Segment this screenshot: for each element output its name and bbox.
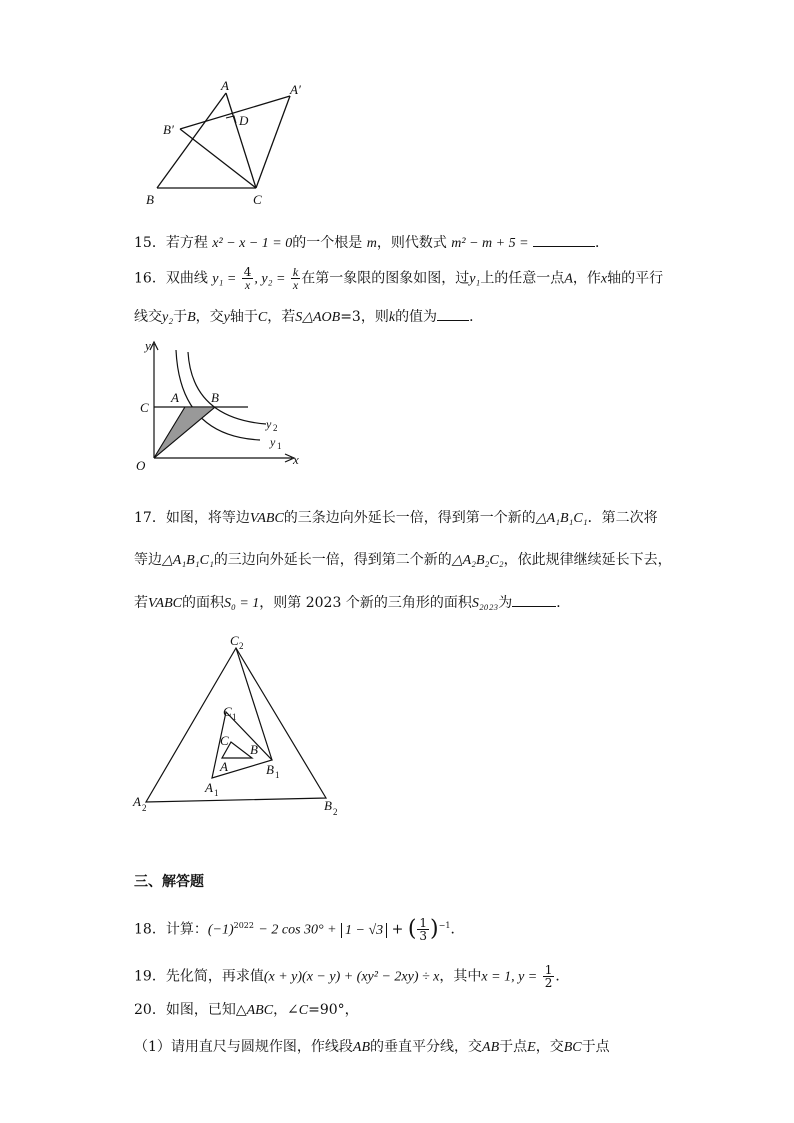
label-y2-sub: 2 (273, 423, 278, 433)
q19-expression: (x + y)(x − y) + (xy² − 2xy) ÷ x (263, 969, 440, 985)
q16-number: 16． (134, 270, 166, 287)
label-C1-sub: 1 (232, 712, 237, 722)
q15-equation: x² − x − 1 = 0 (212, 236, 293, 251)
fraction-1-over-3: $\frac{1}{3}$ (419, 916, 428, 944)
segment-BprimeC (180, 129, 256, 188)
question-20-line-1: 20．如图，已知△ABC，∠C=90°， (134, 1002, 359, 1018)
figure-q16 (130, 336, 305, 484)
fraction-k-over-x: $\frac{k}{x}$ (292, 265, 299, 292)
label-B: B (146, 192, 154, 207)
label-C2: C (230, 633, 239, 648)
label-A2-sub: 2 (142, 803, 147, 813)
label-O: O (136, 458, 146, 473)
label-B: B (211, 390, 219, 405)
absolute-value: 1 − √3 (341, 923, 387, 938)
label-A-prime: A′ (290, 82, 301, 97)
answer-blank-17[interactable] (512, 592, 556, 607)
answer-blank-16[interactable] (437, 306, 469, 321)
figure-q14 (140, 78, 310, 210)
section-title: 三、解答题 (134, 874, 204, 890)
question-17-line-1: 17．如图，将等边VABC的三条边向外延长一倍，得到第一个新的△A₁B₁C₁．第二次将 (134, 510, 658, 526)
label-C2-sub: 2 (239, 641, 244, 651)
fraction-1-over-2: $\frac{1}{2}$ (544, 963, 553, 990)
label-B-prime: B′ (163, 122, 174, 137)
label-A: A (220, 759, 228, 774)
label-C: C (220, 733, 229, 748)
triangle-A2B2C2 (146, 648, 326, 802)
label-B2-sub: 2 (333, 807, 338, 817)
label-y2: y (266, 417, 272, 431)
label-B: B (250, 742, 258, 757)
question-19: 19．先化简，再求值(x + y)(x − y) + (xy² − 2xy) ÷ x，其中x = 1, y = $\frac{1}{2}$ ． (134, 963, 570, 990)
label-A2: A (133, 794, 141, 809)
question-16-line-2: 线交y₂于B，交y轴于C，若S△AOB=3，则k的值为 ． (134, 306, 483, 328)
label-B1-sub: 1 (275, 770, 280, 780)
question-16-line-1: 16．双曲线 y₁ = $\frac{4}{x}$ , y₂ = $\frac{k}{x}$ 在第一象限的图象如图，过y₁上的任意一点A，作x轴的平行 (134, 265, 664, 292)
label-C1: C (223, 704, 232, 719)
q15-expression: m² − m + 5 = (451, 236, 529, 251)
label-A: A (171, 390, 179, 405)
label-y1: y (270, 435, 276, 449)
question-18: 18．计算：$(-1)^{2022} - 2$ cos 30° + 1 − √3 + ( $\frac{1}{3}$ )$^{-1}$． (134, 916, 465, 944)
q15-number: 15． (134, 235, 166, 251)
segment-BA (157, 93, 226, 188)
q19-number: 19． (134, 968, 166, 985)
segment-BprimeAprime (180, 96, 290, 129)
label-C: C (253, 192, 262, 207)
label-C: C (140, 400, 149, 415)
label-y1-sub: 1 (277, 441, 282, 451)
label-A: A (221, 78, 229, 93)
q18-number: 18． (134, 921, 166, 938)
answer-blank-15[interactable] (533, 232, 595, 247)
q16-area: S△AOB (295, 310, 341, 325)
label-D: D (239, 113, 249, 128)
question-17-line-2: 等边△A₁B₁C₁的三边向外延长一倍，得到第二个新的△A₂B₂C₂，依此规律继续延长下去， (134, 552, 672, 568)
q17-number: 17． (134, 510, 166, 526)
shaded-triangle-AOB (154, 407, 215, 458)
label-x-axis: x (293, 452, 299, 467)
fraction-4-over-x: $\frac{4}{x}$ (243, 265, 252, 292)
segment-AprimeC (256, 96, 290, 188)
question-20-part-1: （1）请用直尺与圆规作图，作线段AB的垂直平分线，交AB于点E，交BC于点 (134, 1039, 610, 1055)
q20-number: 20． (134, 1002, 166, 1018)
figure-q17 (128, 630, 348, 820)
question-17-line-3: 若VABC的面积S₀ = 1，则第 2023 个新的三角形的面积S₂₀₂₃为 ． (134, 592, 570, 614)
question-15: 15．若方程 x² − x − 1 = 0的一个根是 m，则代数式 m² − m + 5 = ． (134, 232, 609, 254)
label-B2: B (324, 798, 332, 813)
label-y-axis: y (145, 338, 151, 353)
label-A1-sub: 1 (214, 788, 219, 798)
label-A1: A (205, 780, 213, 795)
label-B1: B (266, 762, 274, 777)
